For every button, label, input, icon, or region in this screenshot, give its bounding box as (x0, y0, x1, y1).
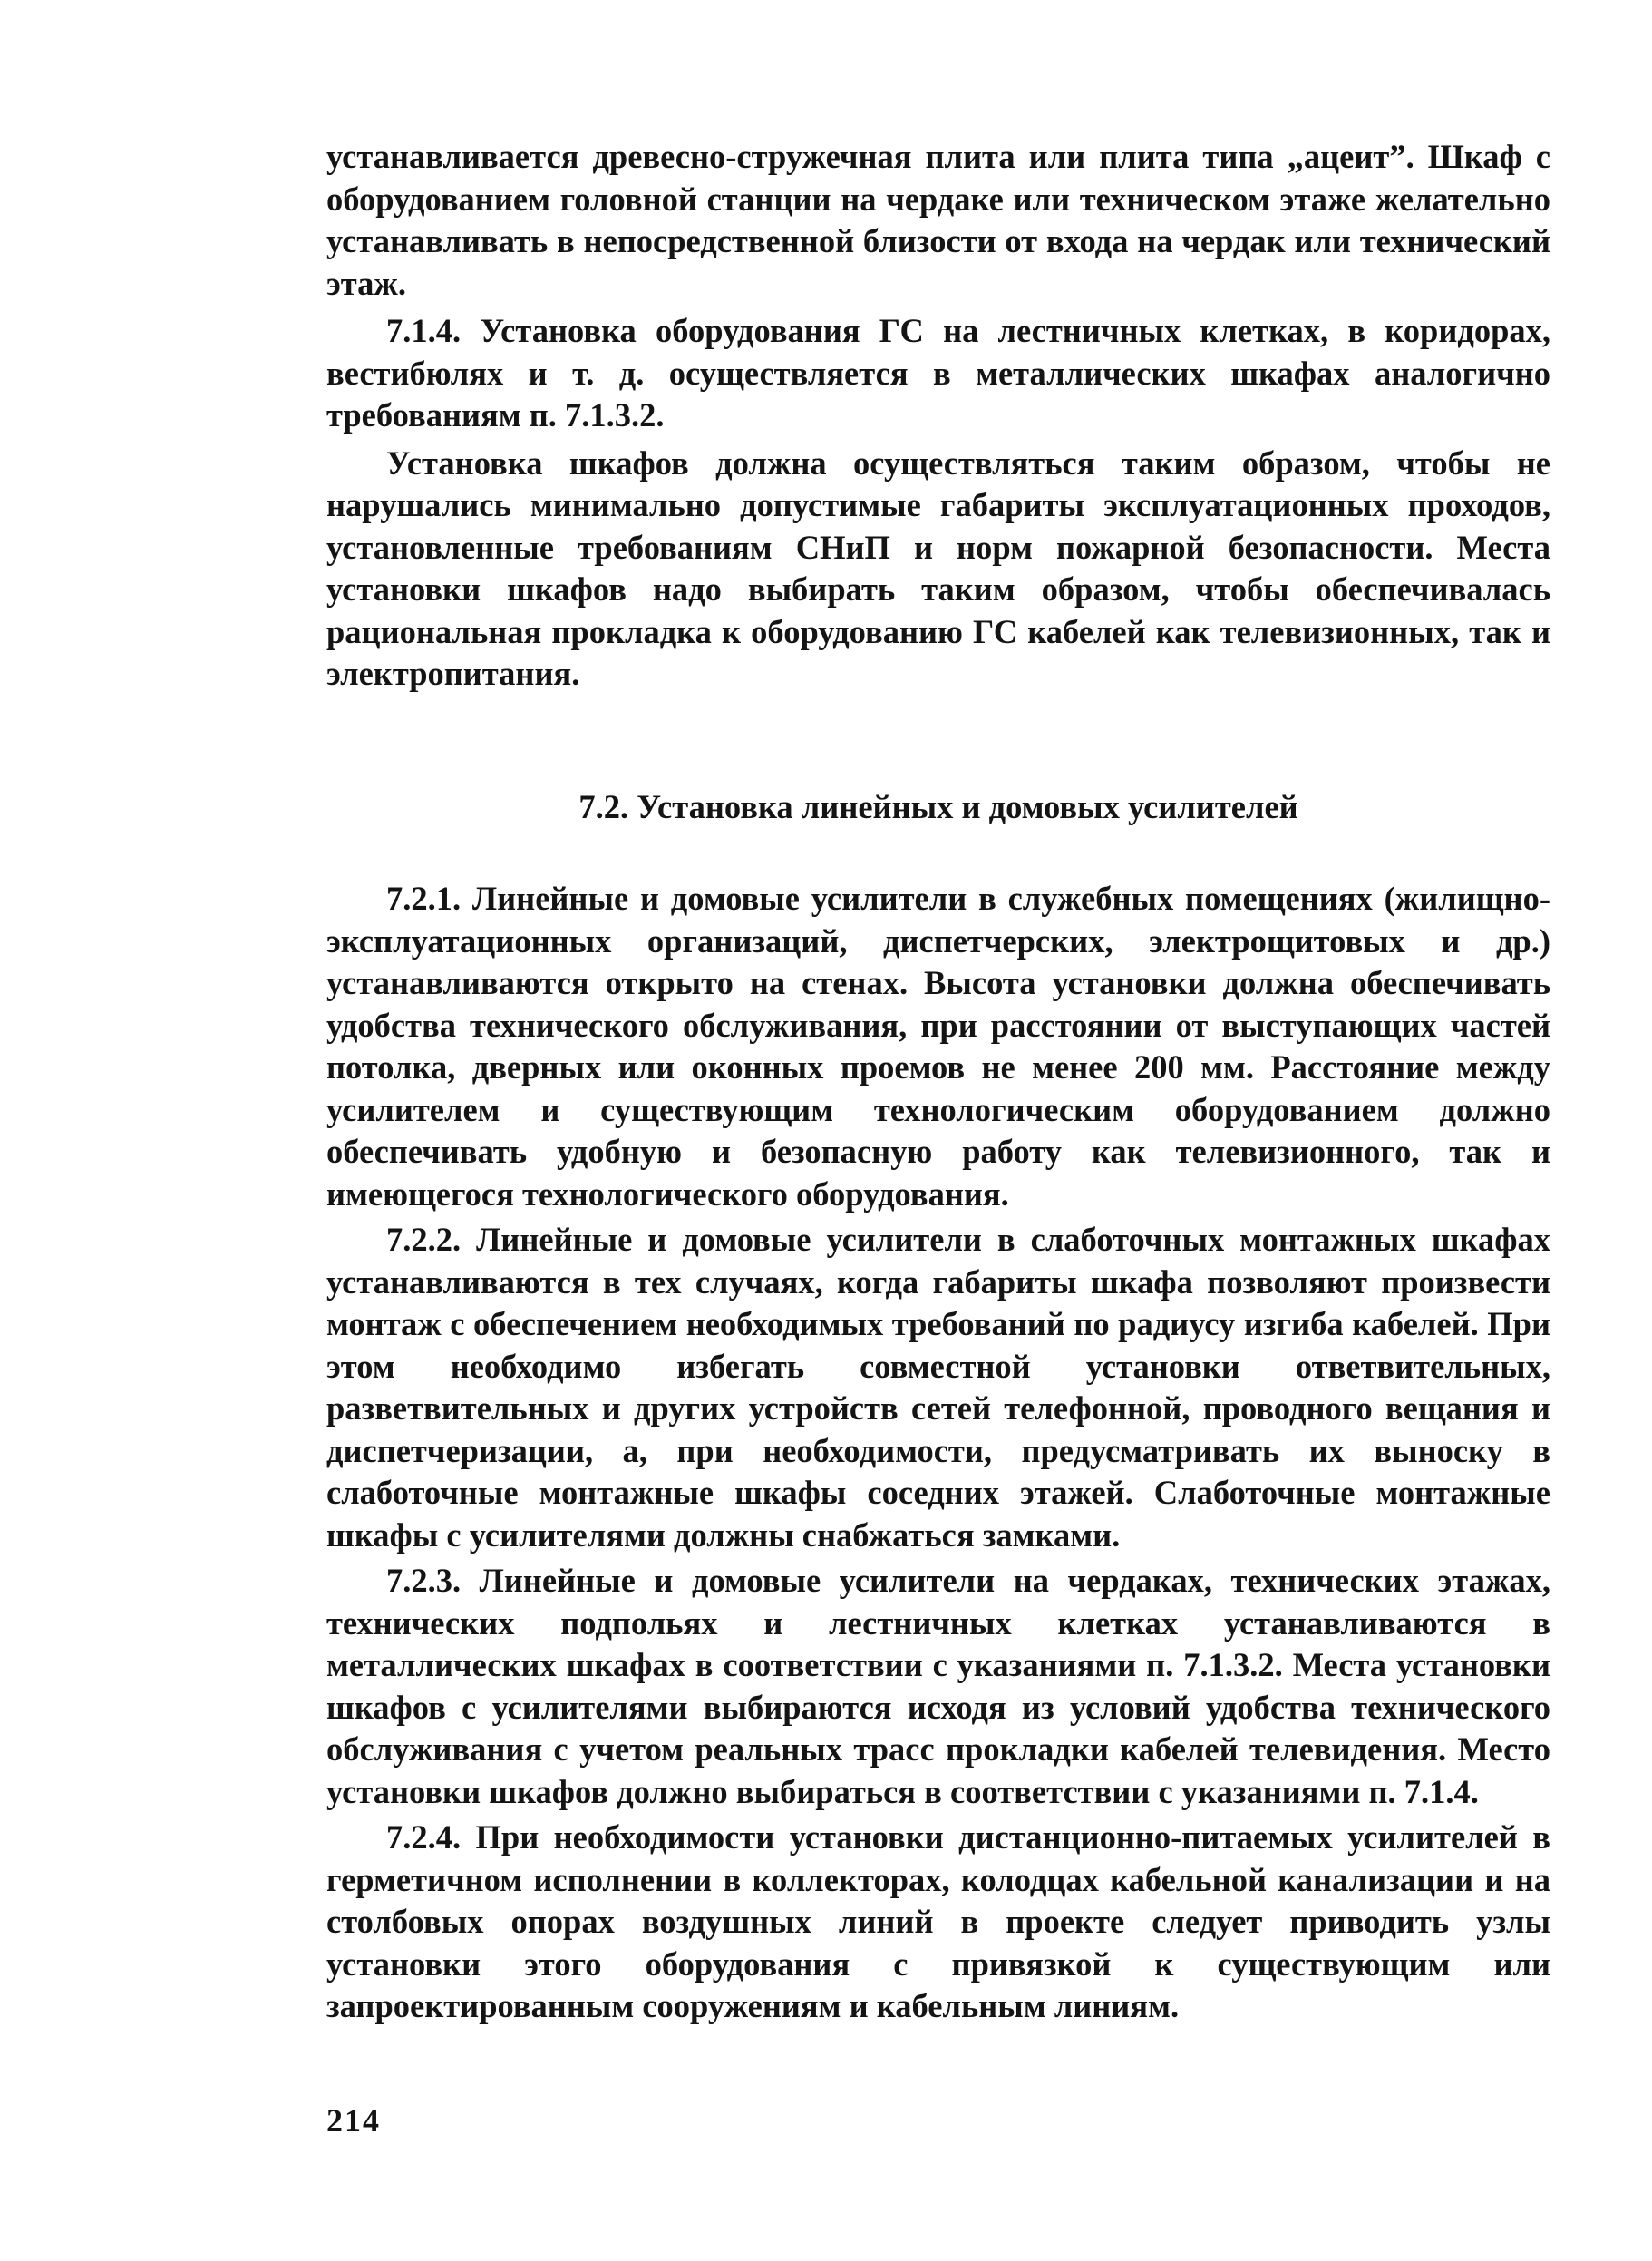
paragraph-7-2-4: 7.2.4. При необходимости установки дистанционно-питаемых усилителей в герметичном исполнении в коллекторах, колодцах кабельной канализации и на столбовых опорах воздушных линий в проекте следует приводить узлы установки этого оборудования с привязкой к существующим или запроектированным сооружениям и кабельным линиям. (326, 1818, 1550, 2024)
paragraph-7-2-1: 7.2.1. Линейные и домовые усилители в служебных помещениях (жилищно-эксплуатационных организаций, диспетчерских, электрощитовых и др.) устанавливаются открыто на стенах. Высота установки должна обеспечивать удобства технического обслуживания, при расстоянии от выступающих частей потолка, дверных или оконных проемов не менее 200 мм. Расстояние между усилителем и существующим технологическим оборудованием должно обеспечивать удобную и безопасную работу как телевизионного, так и имеющегося технологического оборудования. (326, 880, 1550, 1213)
paragraph-7-1-4: 7.1.4. Установка оборудования ГС на лестничных клетках, в коридорах, вестибюлях и т. д. осуществляется в металлических шкафах аналогично требованиям п. 7.1.3.2. (326, 312, 1550, 434)
page-content (326, 136, 1550, 2028)
paragraph-7-2-3: 7.2.3. Линейные и домовые усилители на чердаках, технических этажах, технических подпольях и лестничных клетках устанавливаются в металлических шкафах в соответствии с указаниями п. 7.1.3.2. Места установки шкафов с усилителями выбираются исходя из условий удобства технического обслуживания с учетом реальных трасс прокладки кабелей телевидения. Место установки шкафов должно выбираться в соответствии с указаниями п. 7.1.4. (326, 1562, 1550, 1810)
paragraph-continuation: устанавливается древесно-стружечная плита или плита типа „ацеит”. Шкаф с оборудованием головной станции на чердаке или техническом этаже желательно устанавливать в непосредственной близости от входа на чердак или технический этаж. (326, 138, 1550, 302)
section-heading-7-2: 7.2. Установка линейных и домовых усилителей (578, 787, 1298, 825)
paragraph-7-2-2: 7.2.2. Линейные и домовые усилители в слаботочных монтажных шкафах устанавливаются в тех случаях, когда габариты шкафа позволяют произвести монтаж с обеспечением необходимых требований по радиусу изгиба кабелей. При этом необходимо избегать совместной установки ответвительных, разветвительных и других устройств сетей телефонной, проводного вещания и диспетчеризации, а, при необходимости, предусматривать их выноску в слаботочные монтажные шкафы соседних этажей. Слаботочные монтажные шкафы с усилителями должны снабжаться замками. (326, 1221, 1550, 1554)
page-number: 214 (326, 2102, 381, 2139)
paragraph-cabinet-placement: Установка шкафов должна осуществляться таким образом, чтобы не нарушались минимально допустимые габариты эксплуатационных проходов, установленные требованиям СНиП и норм пожарной безопасности. Места установки шкафов надо выбирать таким образом, чтобы обеспечивалась рациональная прокладка к оборудованию ГС кабелей как телевизионных, так и электропитания. (326, 443, 1550, 692)
